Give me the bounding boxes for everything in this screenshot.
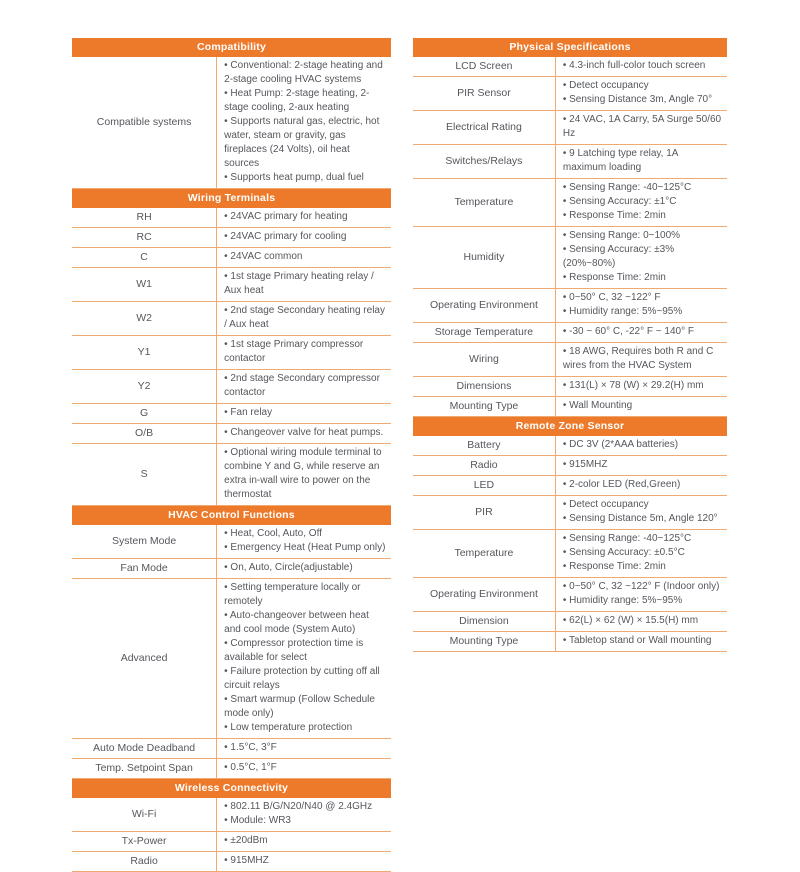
table-row — [413, 530, 727, 578]
spec-item: • Sensing Distance 3m, Angle 70° — [562, 94, 713, 105]
spec-item: • Compressor protection time is available for select — [224, 638, 364, 663]
spec-item: • 0.5°C, 1°F — [224, 762, 277, 773]
row-label: Compatible systems — [72, 57, 217, 188]
row-value — [556, 612, 727, 631]
table-row — [72, 852, 391, 872]
table-row — [72, 832, 391, 852]
row-label: Wi-Fi — [72, 798, 217, 831]
table-row — [72, 302, 391, 336]
table-row — [72, 559, 391, 579]
row-value — [556, 57, 727, 76]
spec-item: • 1.5°C, 3°F — [224, 742, 277, 753]
table-row — [413, 456, 727, 476]
spec-item: • Sensing Distance 5m, Angle 120° — [562, 513, 718, 524]
table-row — [413, 289, 727, 323]
row-label: Switches/Relays — [413, 145, 556, 178]
row-value — [217, 57, 391, 188]
row-label: Temperature — [413, 530, 556, 577]
spec-item: • Detect occupancy — [562, 499, 649, 510]
spec-item: • 0~50° C, 32 ~122° F (Indoor only) — [562, 581, 720, 592]
spec-item: • Sensing Accuracy: ±1°C — [562, 196, 677, 207]
row-label: Advanced — [72, 579, 217, 738]
spec-item: • Sensing Range: -40~125°C — [562, 533, 692, 544]
row-value — [556, 145, 727, 178]
row-label: RH — [72, 208, 217, 227]
spec-item: • 18 AWG, Requires both R and C wires from the HVAC System — [562, 346, 714, 371]
row-label: PIR Sensor — [413, 77, 556, 110]
spec-item: • 0~50° C, 32 ~122° F — [562, 292, 661, 303]
table-row — [413, 145, 727, 179]
table-row — [413, 397, 727, 417]
row-label: Fan Mode — [72, 559, 217, 578]
row-value — [217, 302, 391, 335]
row-value — [217, 525, 391, 558]
spec-item: • 2nd stage Secondary compressor contactor — [224, 373, 380, 398]
table-row — [413, 323, 727, 343]
row-value — [217, 852, 391, 871]
table-row — [413, 632, 727, 652]
row-value — [556, 289, 727, 322]
right-column — [413, 38, 727, 652]
row-label: C — [72, 248, 217, 267]
spec-item: • Detect occupancy — [562, 80, 649, 91]
left-column — [72, 38, 391, 872]
spec-item: • 915MHZ — [224, 855, 269, 866]
row-label: Mounting Type — [413, 632, 556, 651]
table-row — [72, 404, 391, 424]
spec-item: • Conventional: 2-stage heating and 2-stage cooling HVAC systems — [224, 60, 383, 85]
row-value — [556, 436, 727, 455]
table-row — [413, 578, 727, 612]
spec-item: • Supports natural gas, electric, hot water, steam or gravity, gas fireplaces (24 Volts), oil heat sources — [224, 116, 380, 169]
row-label: S — [72, 444, 217, 505]
section — [72, 38, 391, 189]
row-label: Auto Mode Deadband — [72, 739, 217, 758]
row-value — [217, 424, 391, 443]
row-value — [217, 739, 391, 758]
spec-item: • Supports heat pump, dual fuel — [224, 172, 364, 183]
row-value — [556, 476, 727, 495]
row-value — [217, 798, 391, 831]
table-row — [72, 370, 391, 404]
row-label: Operating Environment — [413, 578, 556, 611]
table-row — [72, 248, 391, 268]
spec-item: • 24VAC primary for cooling — [224, 231, 347, 242]
row-label: Dimensions — [413, 377, 556, 396]
table-row — [72, 444, 391, 506]
row-value — [556, 578, 727, 611]
row-value — [217, 444, 391, 505]
row-value — [217, 404, 391, 423]
table-row — [413, 343, 727, 377]
spec-item: • 802.11 B/G/N20/N40 @ 2.4GHz — [224, 801, 373, 812]
table-row — [72, 759, 391, 779]
row-label: Temp. Setpoint Span — [72, 759, 217, 778]
spec-item: • 9 Latching type relay, 1A maximum loading — [562, 148, 678, 173]
section-header: Remote Zone Sensor — [413, 417, 727, 436]
spec-item: • Fan relay — [224, 407, 273, 418]
spec-item: • Response Time: 2min — [562, 210, 666, 221]
spec-item: • Response Time: 2min — [562, 561, 666, 572]
row-value — [217, 370, 391, 403]
row-value — [556, 456, 727, 475]
spec-item: • 24VAC common — [224, 251, 303, 262]
spec-item: • Module: WR3 — [224, 815, 291, 826]
row-label: G — [72, 404, 217, 423]
spec-item: • 24VAC primary for heating — [224, 211, 348, 222]
table-row — [72, 228, 391, 248]
table-row — [72, 57, 391, 189]
row-value — [556, 377, 727, 396]
row-value — [217, 759, 391, 778]
row-value — [556, 77, 727, 110]
row-value — [217, 579, 391, 738]
spec-item: • DC 3V (2*AAA batteries) — [562, 439, 679, 450]
section — [413, 38, 727, 417]
spec-item: • Low temperature protection — [224, 722, 353, 733]
row-label: System Mode — [72, 525, 217, 558]
table-row — [72, 525, 391, 559]
row-value — [217, 248, 391, 267]
spec-item: • Sensing Accuracy: ±3% (20%~80%) — [562, 244, 675, 269]
row-label: Storage Temperature — [413, 323, 556, 342]
row-label: W2 — [72, 302, 217, 335]
row-label: Mounting Type — [413, 397, 556, 416]
row-label: Radio — [72, 852, 217, 871]
spec-item: • Sensing Accuracy: ±0.5°C — [562, 547, 685, 558]
row-value — [217, 336, 391, 369]
row-value — [556, 496, 727, 529]
spec-item: • 915MHZ — [562, 459, 608, 470]
table-row — [413, 179, 727, 227]
spec-item: • Emergency Heat (Heat Pump only) — [224, 542, 386, 553]
spec-item: • Smart warmup (Follow Schedule mode only) — [224, 694, 375, 719]
row-value — [217, 832, 391, 851]
spec-item: • On, Auto, Circle(adjustable) — [224, 562, 353, 573]
row-value — [556, 227, 727, 288]
section — [413, 417, 727, 652]
section — [72, 506, 391, 779]
table-row — [413, 436, 727, 456]
spec-item: • ±20dBm — [224, 835, 268, 846]
row-label: RC — [72, 228, 217, 247]
spec-item: • 2-color LED (Red,Green) — [562, 479, 681, 490]
row-label: LCD Screen — [413, 57, 556, 76]
section-header: HVAC Control Functions — [72, 506, 391, 525]
section-header: Compatibility — [72, 38, 391, 57]
table-row — [72, 268, 391, 302]
table-row — [72, 798, 391, 832]
table-row — [413, 77, 727, 111]
row-value — [217, 559, 391, 578]
spec-item: • Setting temperature locally or remotely — [224, 582, 361, 607]
spec-item: • 1st stage Primary compressor contactor — [224, 339, 364, 364]
spec-item: • 1st stage Primary heating relay / Aux heat — [224, 271, 374, 296]
row-label: O/B — [72, 424, 217, 443]
row-value — [556, 343, 727, 376]
row-label: Dimension — [413, 612, 556, 631]
table-row — [413, 57, 727, 77]
row-label: Wiring — [413, 343, 556, 376]
row-label: Electrical Rating — [413, 111, 556, 144]
table-row — [72, 579, 391, 739]
spec-item: • 2nd stage Secondary heating relay / Aux heat — [224, 305, 385, 330]
row-label: W1 — [72, 268, 217, 301]
spec-item: • Heat Pump: 2-stage heating, 2-stage cooling, 2-aux heating — [224, 88, 370, 113]
row-value — [556, 179, 727, 226]
spec-item: • Auto-changeover between heat and cool mode (System Auto) — [224, 610, 369, 635]
spec-item: • Humidity range: 5%~95% — [562, 306, 683, 317]
spec-item: • 24 VAC, 1A Carry, 5A Surge 50/60 Hz — [562, 114, 722, 139]
spec-item: • 4.3-inch full-color touch screen — [562, 60, 706, 71]
row-value — [217, 268, 391, 301]
section — [72, 189, 391, 506]
spec-item: • Wall Mounting — [562, 400, 633, 411]
spec-item: • Humidity range: 5%~95% — [562, 595, 683, 606]
row-label: PIR — [413, 496, 556, 529]
spec-item: • 131(L) × 78 (W) × 29.2(H) mm — [562, 380, 704, 391]
section-header: Wiring Terminals — [72, 189, 391, 208]
row-value — [556, 530, 727, 577]
table-row — [413, 496, 727, 530]
spec-item: • Optional wiring module terminal to combine Y and G, while reserve an extra in-wall wire to power on the thermostat — [224, 447, 382, 500]
section-header: Wireless Connectivity — [72, 779, 391, 798]
row-label: Radio — [413, 456, 556, 475]
table-row — [72, 208, 391, 228]
row-label: Y1 — [72, 336, 217, 369]
spec-item: • Response Time: 2min — [562, 272, 666, 283]
spec-item: • 62(L) × 62 (W) × 15.5(H) mm — [562, 615, 699, 626]
section — [72, 779, 391, 872]
table-row — [413, 227, 727, 289]
spec-item: • Sensing Range: 0~100% — [562, 230, 681, 241]
spec-item: • Tabletop stand or Wall mounting — [562, 635, 712, 646]
row-label: Y2 — [72, 370, 217, 403]
row-label: Temperature — [413, 179, 556, 226]
spec-item: • -30 ~ 60° C, -22° F ~ 140° F — [562, 326, 694, 337]
table-row — [72, 739, 391, 759]
row-value — [217, 208, 391, 227]
row-value — [556, 632, 727, 651]
row-value — [217, 228, 391, 247]
row-label: Battery — [413, 436, 556, 455]
row-value — [556, 397, 727, 416]
table-row — [413, 612, 727, 632]
row-label: Humidity — [413, 227, 556, 288]
row-value — [556, 323, 727, 342]
spec-item: • Heat, Cool, Auto, Off — [224, 528, 322, 539]
section-header: Physical Specifications — [413, 38, 727, 57]
table-row — [413, 377, 727, 397]
spec-item: • Sensing Range: -40~125°C — [562, 182, 692, 193]
row-label: Operating Environment — [413, 289, 556, 322]
table-row — [413, 111, 727, 145]
row-value — [556, 111, 727, 144]
spec-item: • Changeover valve for heat pumps. — [224, 427, 384, 438]
table-row — [72, 336, 391, 370]
row-label: Tx-Power — [72, 832, 217, 851]
table-row — [413, 476, 727, 496]
spec-item: • Failure protection by cutting off all circuit relays — [224, 666, 380, 691]
table-row — [72, 424, 391, 444]
row-label: LED — [413, 476, 556, 495]
